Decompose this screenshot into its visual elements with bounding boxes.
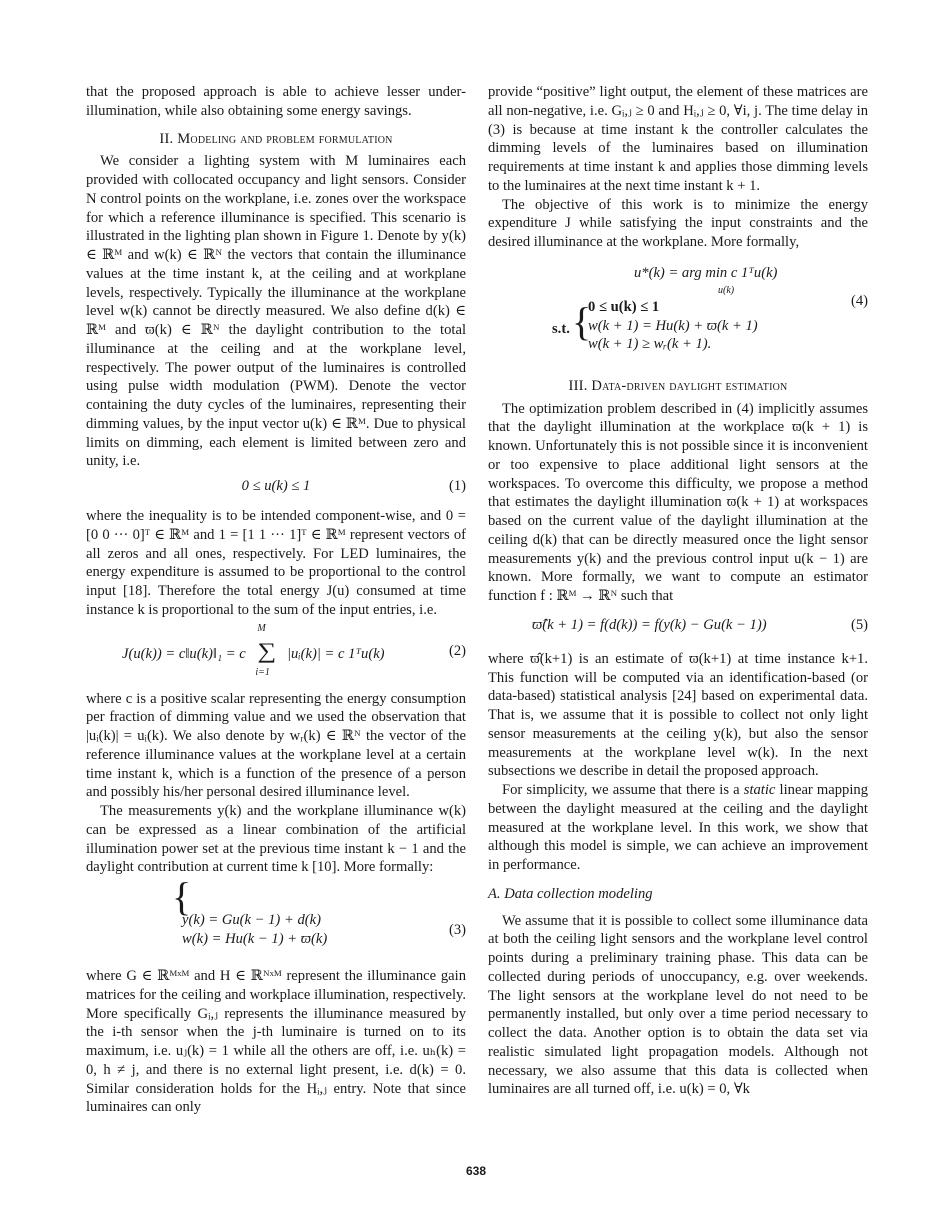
equation-3 <box>86 874 466 961</box>
summation-icon: ∑ <box>256 637 276 663</box>
section-2-number: II. <box>159 130 174 147</box>
constraint-2: w(k + 1) = Hu(k) + ϖ(k + 1) <box>588 317 758 334</box>
equation-4-number: (4) <box>850 292 868 309</box>
section-3-heading <box>488 377 868 396</box>
paragraph: We assume that it is possible to collect some illuminance data at both the ceiling light sensors and the workplane level control points during a preliminary training phase. This data can be collected during periods of unoccupancy, e.g. over weekends. The light sensors at the workplane level do not need to be permanently installed, but only over a time period necessary to collect the data. Another option is to obtain the data set via realistic simulated light propagation models. Although not necessary, we also assume that this data is collected when luminaires are all turned off, i.e. u(k) = 0, ∀k <box>488 912 868 1098</box>
paragraph: The optimization problem described in (4) implicitly assumes that the daylight illumination at the workplace ϖ(k + 1) is known. Unfortunately this is not possible since it is inconvenient or too expensive to place additional light sensors at the workspaces. To overcome this difficulty, we propose a method that estimates the daylight illumination ϖ(k + 1) at workspaces based on the current value of the daylight illumination at the ceiling d(k) that can be directly measured once the light sensor measurements y(k) and the previous control input u(k − 1) are known. More formally, we want to compute an estimator function f : ℝᴹ → ℝᴺ such that <box>488 400 868 604</box>
left-brace-icon: { <box>172 874 192 919</box>
sum-upper-limit: M <box>257 622 266 634</box>
equation-3-number: (3) <box>448 922 466 938</box>
equation-5-number: (5) <box>850 616 868 633</box>
equation-3-line-2: w(k) = Hu(k − 1) + ϖ(k) <box>182 930 328 947</box>
equation-5 <box>488 616 868 640</box>
equation-1-number: (1) <box>448 478 466 494</box>
emphasis-static: static <box>743 782 776 798</box>
equation-4-sub: u(k) <box>718 284 735 296</box>
sum-lower-limit: i=1 <box>255 666 270 678</box>
right-column <box>488 83 868 1099</box>
paragraph: where ϖ̂(k+1) is an estimate of ϖ(k+1) at time instance k+1. This function will be computed via an identification-based (or data-based) statistical analysis [24] based on experimental data. That is, we assume that it is possible to collect not only light sensor measurements at the ceiling y(k), but also the sensor measurements at the workplane level w(k). In the next subsections we describe in detail the proposed approach. <box>488 650 868 780</box>
constraint-3: w(k + 1) ≥ wᵣ(k + 1). <box>588 336 712 353</box>
equation-4-constraints <box>488 292 868 368</box>
equation-4-objective <box>488 258 868 296</box>
equation-4-top: u*(k) = arg min c 1ᵀu(k) <box>634 264 778 281</box>
paragraph: where G ∈ ℝᴹˣᴹ and H ∈ ℝᴺˣᴹ represent the illuminance gain matrices for the ceiling and workplace illumination, respectively. More specifically Gᵢ,ⱼ represents the illuminance measured by the i-th sensor when the j-th luminaire is turned on to its maximum, i.e. uⱼ(k) = 1 while all the others are off, i.e. uₕ(k) = 0, h ≠ j, and there is no external light present, i.e. d(k) = 0. Similar consideration holds for the Hᵢ,ⱼ entry. Note that since luminaires can only <box>86 968 466 1116</box>
paragraph: We consider a lighting system with M luminaires each provided with collocated occupancy and light sensors. Consider N control points on the workplane, i.e. zones over the workspace for which a reference illuminance is specified. This scenario is illustrated in the lighting plan shown in Figure 1. Denote by y(k) ∈ ℝᴹ and w(k) ∈ ℝᴺ the vectors that contain the illuminance values at the time instant k, at the ceiling and at workplane levels, respectively. Typically the illuminance at the workplane level w(k) cannot be directly measured. We also define d(k) ∈ ℝᴹ and ϖ(k) ∈ ℝᴺ the daylight contribution to the total illuminance at the ceiling and at the workplane level, respectively. The power output of the luminaires is controlled using pulse width modulation (PWM). Denote the vector containing the duty cycles of the luminaires, representing their dimming values, by the input vector u(k) ∈ ℝᴹ. Due to physical limits on dimming, each element is limited between zero and unity, i.e. <box>86 153 466 470</box>
section-2-title: Modeling and problem formulation <box>177 130 393 147</box>
left-column <box>86 83 466 1117</box>
equation-2-left: J(u(k)) = c‖u(k)‖₁ = c <box>122 645 246 662</box>
paragraph-part: linear mapping between the daylight measured at the ceiling and the daylight measured at the workplane level. In this work, we show that although this model is simple, we can achieve an improvement in performance. <box>488 782 868 873</box>
section-2-heading <box>86 130 466 149</box>
subject-to-label: s.t. <box>552 320 570 337</box>
left-brace-icon: { <box>572 298 592 344</box>
constraint-1: 0 ≤ u(k) ≤ 1 <box>588 298 660 315</box>
paragraph: provide “positive” light output, the element of these matrices are all non-negative, i.e. Gᵢ,ⱼ ≥ 0 and Hᵢ,ⱼ ≥ 0, ∀i, j. The time delay in (3) is because at time instant k the controller calculates the dimming levels of the luminaires based on illumination requirements at time instant k and applies those dimming levels to the luminaires at the next time instant k + 1. <box>488 84 868 194</box>
subsection-a-heading: A. Data collection modeling <box>488 885 653 902</box>
paragraph: The measurements y(k) and the workplane illuminance w(k) can be expressed as a linear combination of the artificial illumination power set at the previous time instant k − 1 and the daylight contribution at current time k [10]. More formally: <box>86 803 466 876</box>
paragraph: where the inequality is to be intended component-wise, and 0 = [0 0 ··· 0]ᵀ ∈ ℝᴹ and 1 = [1 1 ··· 1]ᵀ ∈ ℝᴹ represent vectors of all zeros and all ones, respectively. For LED luminaires, the energy expenditure is assumed to be proportional to the control input [18]. Therefore the total energy J(u) consumed at time instance k is proportional to the sum of the input entries, i.e. <box>86 508 466 618</box>
equation-3-line-1: y(k) = Gu(k − 1) + d(k) <box>182 912 321 928</box>
section-3-title: Data-driven daylight estimation <box>591 377 788 394</box>
equation-1-body: 0 ≤ u(k) ≤ 1 <box>241 478 311 494</box>
equation-5-body: ϖ̂(k + 1) = f(d(k)) = f(y(k) − Gu(k − 1)) <box>532 616 767 633</box>
intro-paragraph: that the proposed approach is able to achieve lesser under-illumination, while also obtaining some energy savings. <box>86 84 466 119</box>
page-number: 638 <box>465 1164 487 1178</box>
paragraph: where c is a positive scalar representing the energy consumption per fraction of dimming value and we used the observation that |uᵢ(k)| = uᵢ(k). We also denote by wᵣ(k) ∈ ℝᴺ the vector of the reference illuminance values at the workplane level at a certain time instant k, which is a function of the presence of a person and possibly his/her personal desired illuminance level. <box>86 690 466 801</box>
equation-2 <box>86 622 466 684</box>
section-3-number: III. <box>568 377 588 394</box>
paragraph: The objective of this work is to minimize the energy expenditure J while satisfying the input constraints and the desired illuminance at the workplane. More formally, <box>488 196 868 250</box>
equation-2-number: (2) <box>448 642 466 659</box>
equation-1 <box>86 477 466 501</box>
paragraph-part: For simplicity, we assume that there is a <box>502 782 744 798</box>
equation-2-right: |uᵢ(k)| = c 1ᵀu(k) <box>287 645 385 662</box>
paragraph <box>488 781 868 875</box>
